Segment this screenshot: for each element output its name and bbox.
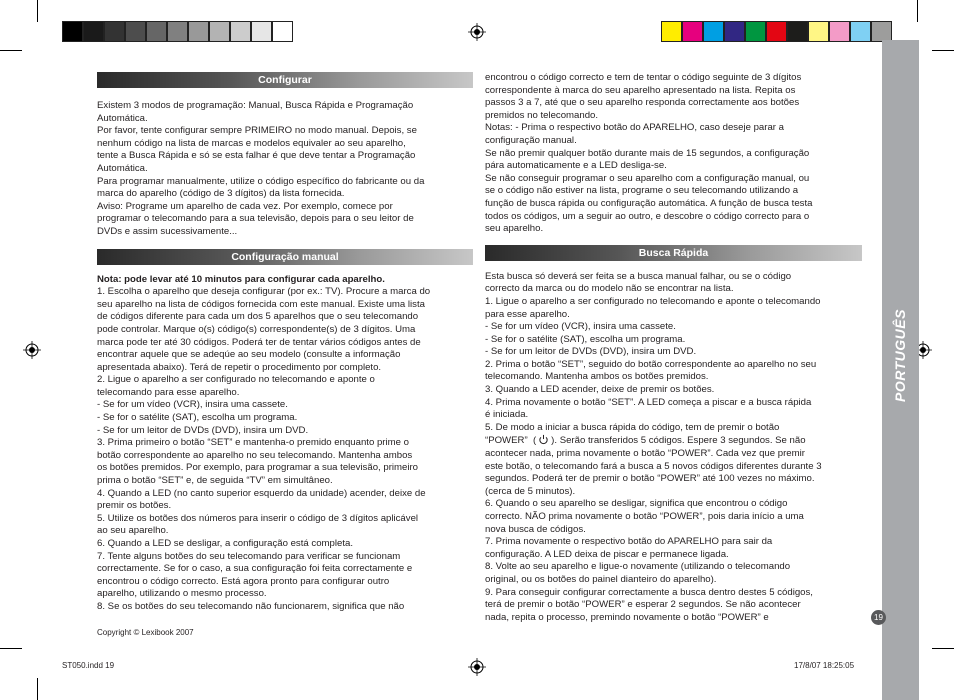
power-icon — [538, 434, 549, 445]
crop-mark — [932, 648, 954, 649]
color-swatch — [125, 21, 146, 42]
color-swatch — [724, 21, 745, 42]
color-swatch — [829, 21, 850, 42]
busca-power-line: “POWER” ( ). Serão transferidos 5 códigos. Espere 3 segundos. Se não — [485, 435, 806, 447]
manual-body: 1. Escolha o aparelho que deseja configurar (por ex.: TV). Procure a marca do seu aparelho na lista de códigos fornecida com este manual. Existe uma lista de códigos diferente para cada um dos 5 aparelhos que o seu telecomando pode controlar. Marque o(s) código(s) correspondente(s) de 3 dígitos. Uma marca pode ter até 30 códigos. Poderá ter de tentar vários códigos antes de encontrar aquele que se adeqúe ao seu modelo (consulte a informação apresentada abaixo). Terá de repetir o procedimento por completo. 2. Ligue o aparelho a ser configurado no telecomando e aponte o telecomando para esse aparelho. - Se for um vídeo (VCR), insira uma cassete. - Se for o satélite (SAT), escolha um programa. - Se for um leitor de DVDs (DVD), insira um DVD. 3. Prima primeiro o botão “SET” e mantenha-o premido enquanto prime o botão correspondente ao aparelho no seu telecomando. Mantenha ambos os botões premidos. Por exemplo, para programar a sua televisão, primeiro prima o botão “SET” e, de seguida “TV” em simultâneo. 4. Quando a LED (no canto superior esquerdo da unidade) acender, deixe de premir os botões. 5. Utilize os botões dos números para inserir o código de 3 dígitos aplicável ao seu aparelho. 6. Quando a LED se desligar, a configuração está completa. 7. Tente alguns botões do seu telecomando para verificar se funcionam correctamente. Se for o caso, a sua configuração foi feita correctamente e encontrou o código correcto. Está agora pronto para configurar outro aparelho, utilizando o mesmo processo. 8. Se os botões do seu telecomando não funcionarem, significa que não — [97, 286, 431, 612]
language-label: PORTUGUÊS — [892, 309, 908, 402]
color-swatch — [62, 21, 83, 42]
manual-continued-body: encontrou o código correcto e tem de tentar o código seguinte de 3 dígitos correspondente à marca do seu aparelho apresentado na lista. Repita os passos 3 a 7, até que o seu aparelho responda correctamente aos botões premidos no telecomando. Notas: - Prima o respectivo botão do APARELHO, caso deseje parar a configuração manual. Se não premir qualquer botão durante mais de 15 segundos, a configuração pára automaticamente e a LED desliga-se. Se não conseguir programar o seu aparelho com a configuração manual, ou se o código não estiver na lista, programe o seu telecomando utilizando a função de busca rápida ou configuração automática. A função de busca testa todos os códigos, um a seguir ao outro, e descobre o código correcto para o seu aparelho. — [485, 72, 813, 235]
process-color-bar — [661, 21, 892, 42]
section-header-busca-rapida: Busca Rápida — [485, 245, 862, 261]
copyright: Copyright © Lexibook 2007 — [97, 628, 194, 637]
busca-body-a: Esta busca só deverá ser feita se a busca manual falhar, ou se o código correcto da marca ou do modelo não se encontrar na lista. 1. Ligue o aparelho a ser configurado no telecomando e aponte o telecomando para esse aparelho. - Se for um vídeo (VCR), insira uma cassete. - Se for o satélite (SAT), escolha um programa. - Se for um leitor de DVDs (DVD), insira um DVD. 2. Prima o botão “SET”, seguido do botão correspondente ao aparelho no seu telecomando. Mantenha ambos os botões premidos. 3. Quando a LED acender, deixe de premir os botões. 4. Prima novamente o botão “SET”. A LED começa a piscar e a busca rápida é iniciada. 5. De modo a iniciar a busca rápida do código, tem de premir o botão — [485, 270, 821, 433]
color-swatch — [83, 21, 104, 42]
configurar-body: Existem 3 modos de programação: Manual, Busca Rápida e Programação Automática. Por favor, tente configurar sempre PRIMEIRO no modo manual. Depois, se nenhum código na lista de marcas e modelos equivaler ao seu aparelho, tente a Busca Rápida e só se esta falhar é que deve tentar a Programação Automática. Para programar manualmente, utilize o código específico do fabricante ou da marca do aparelho (código de 3 dígitos) da lista fornecida. Aviso: Programe um aparelho de cada vez. Por exemplo, comece por programar o telecomando para a sua televisão, depois para o seu leitor de DVDs e assim sucessivamente... — [97, 100, 425, 237]
color-swatch — [104, 21, 125, 42]
manual-note: Nota: pode levar até 10 minutos para configurar cada aparelho. — [97, 273, 385, 285]
registration-mark-icon — [468, 658, 486, 676]
color-swatch — [682, 21, 703, 42]
crop-mark — [37, 678, 38, 700]
crop-mark — [917, 0, 918, 22]
color-swatch — [808, 21, 829, 42]
color-swatch — [703, 21, 724, 42]
color-swatch — [766, 21, 787, 42]
registration-mark-icon — [468, 23, 486, 41]
color-swatch — [230, 21, 251, 42]
busca-body-b: acontecer nada, prima novamente o botão “POWER”. Cada vez que premir este botão, o telecomando fará a busca a 5 novos códigos diferentes durante 3 segundos. Poderá ter de premir o botão “POWER” até 100 vezes no máximo. (cerca de 5 minutos). 6. Quando o seu aparelho se desligar, significa que encontrou o código correcto. NÃO prima novamente o botão “POWER”, pois daria início a uma nova busca de códigos. 7. Prima novamente o respectivo botão do APARELHO para sair da configuração. A LED deixa de piscar e permanece ligada. 8. Volte ao seu aparelho e ligue-o novamente (utilizando o telecomando original, ou os botões do painel dianteiro do aparelho). 9. Para conseguir configurar correctamente a busca dentro destes 5 códigos, terá de premir o botão “POWER” e esperar 2 segundos. Se não acontecer nada, repita o processo, premindo novamente o botão “POWER” e — [485, 448, 822, 623]
grayscale-color-bar — [62, 21, 293, 42]
footer-date-info: 17/8/07 18:25:05 — [794, 661, 855, 670]
footer-file-info: ST050.indd 19 — [62, 661, 115, 670]
color-swatch — [251, 21, 272, 42]
crop-mark — [37, 0, 38, 22]
color-swatch — [209, 21, 230, 42]
color-swatch — [188, 21, 209, 42]
color-swatch — [661, 21, 682, 42]
crop-mark — [0, 50, 22, 51]
right-column — [485, 72, 862, 624]
page-number-badge: 19 — [871, 610, 886, 625]
left-column — [97, 72, 473, 614]
color-swatch — [787, 21, 808, 42]
color-swatch — [850, 21, 871, 42]
section-header-configurar: Configurar — [97, 72, 473, 88]
crop-mark — [932, 50, 954, 51]
color-swatch — [745, 21, 766, 42]
color-swatch — [871, 21, 892, 42]
color-swatch — [146, 21, 167, 42]
crop-mark — [0, 648, 22, 649]
registration-mark-icon — [23, 341, 41, 359]
color-swatch — [272, 21, 293, 42]
section-header-configuracao-manual: Configuração manual — [97, 249, 473, 265]
color-swatch — [167, 21, 188, 42]
